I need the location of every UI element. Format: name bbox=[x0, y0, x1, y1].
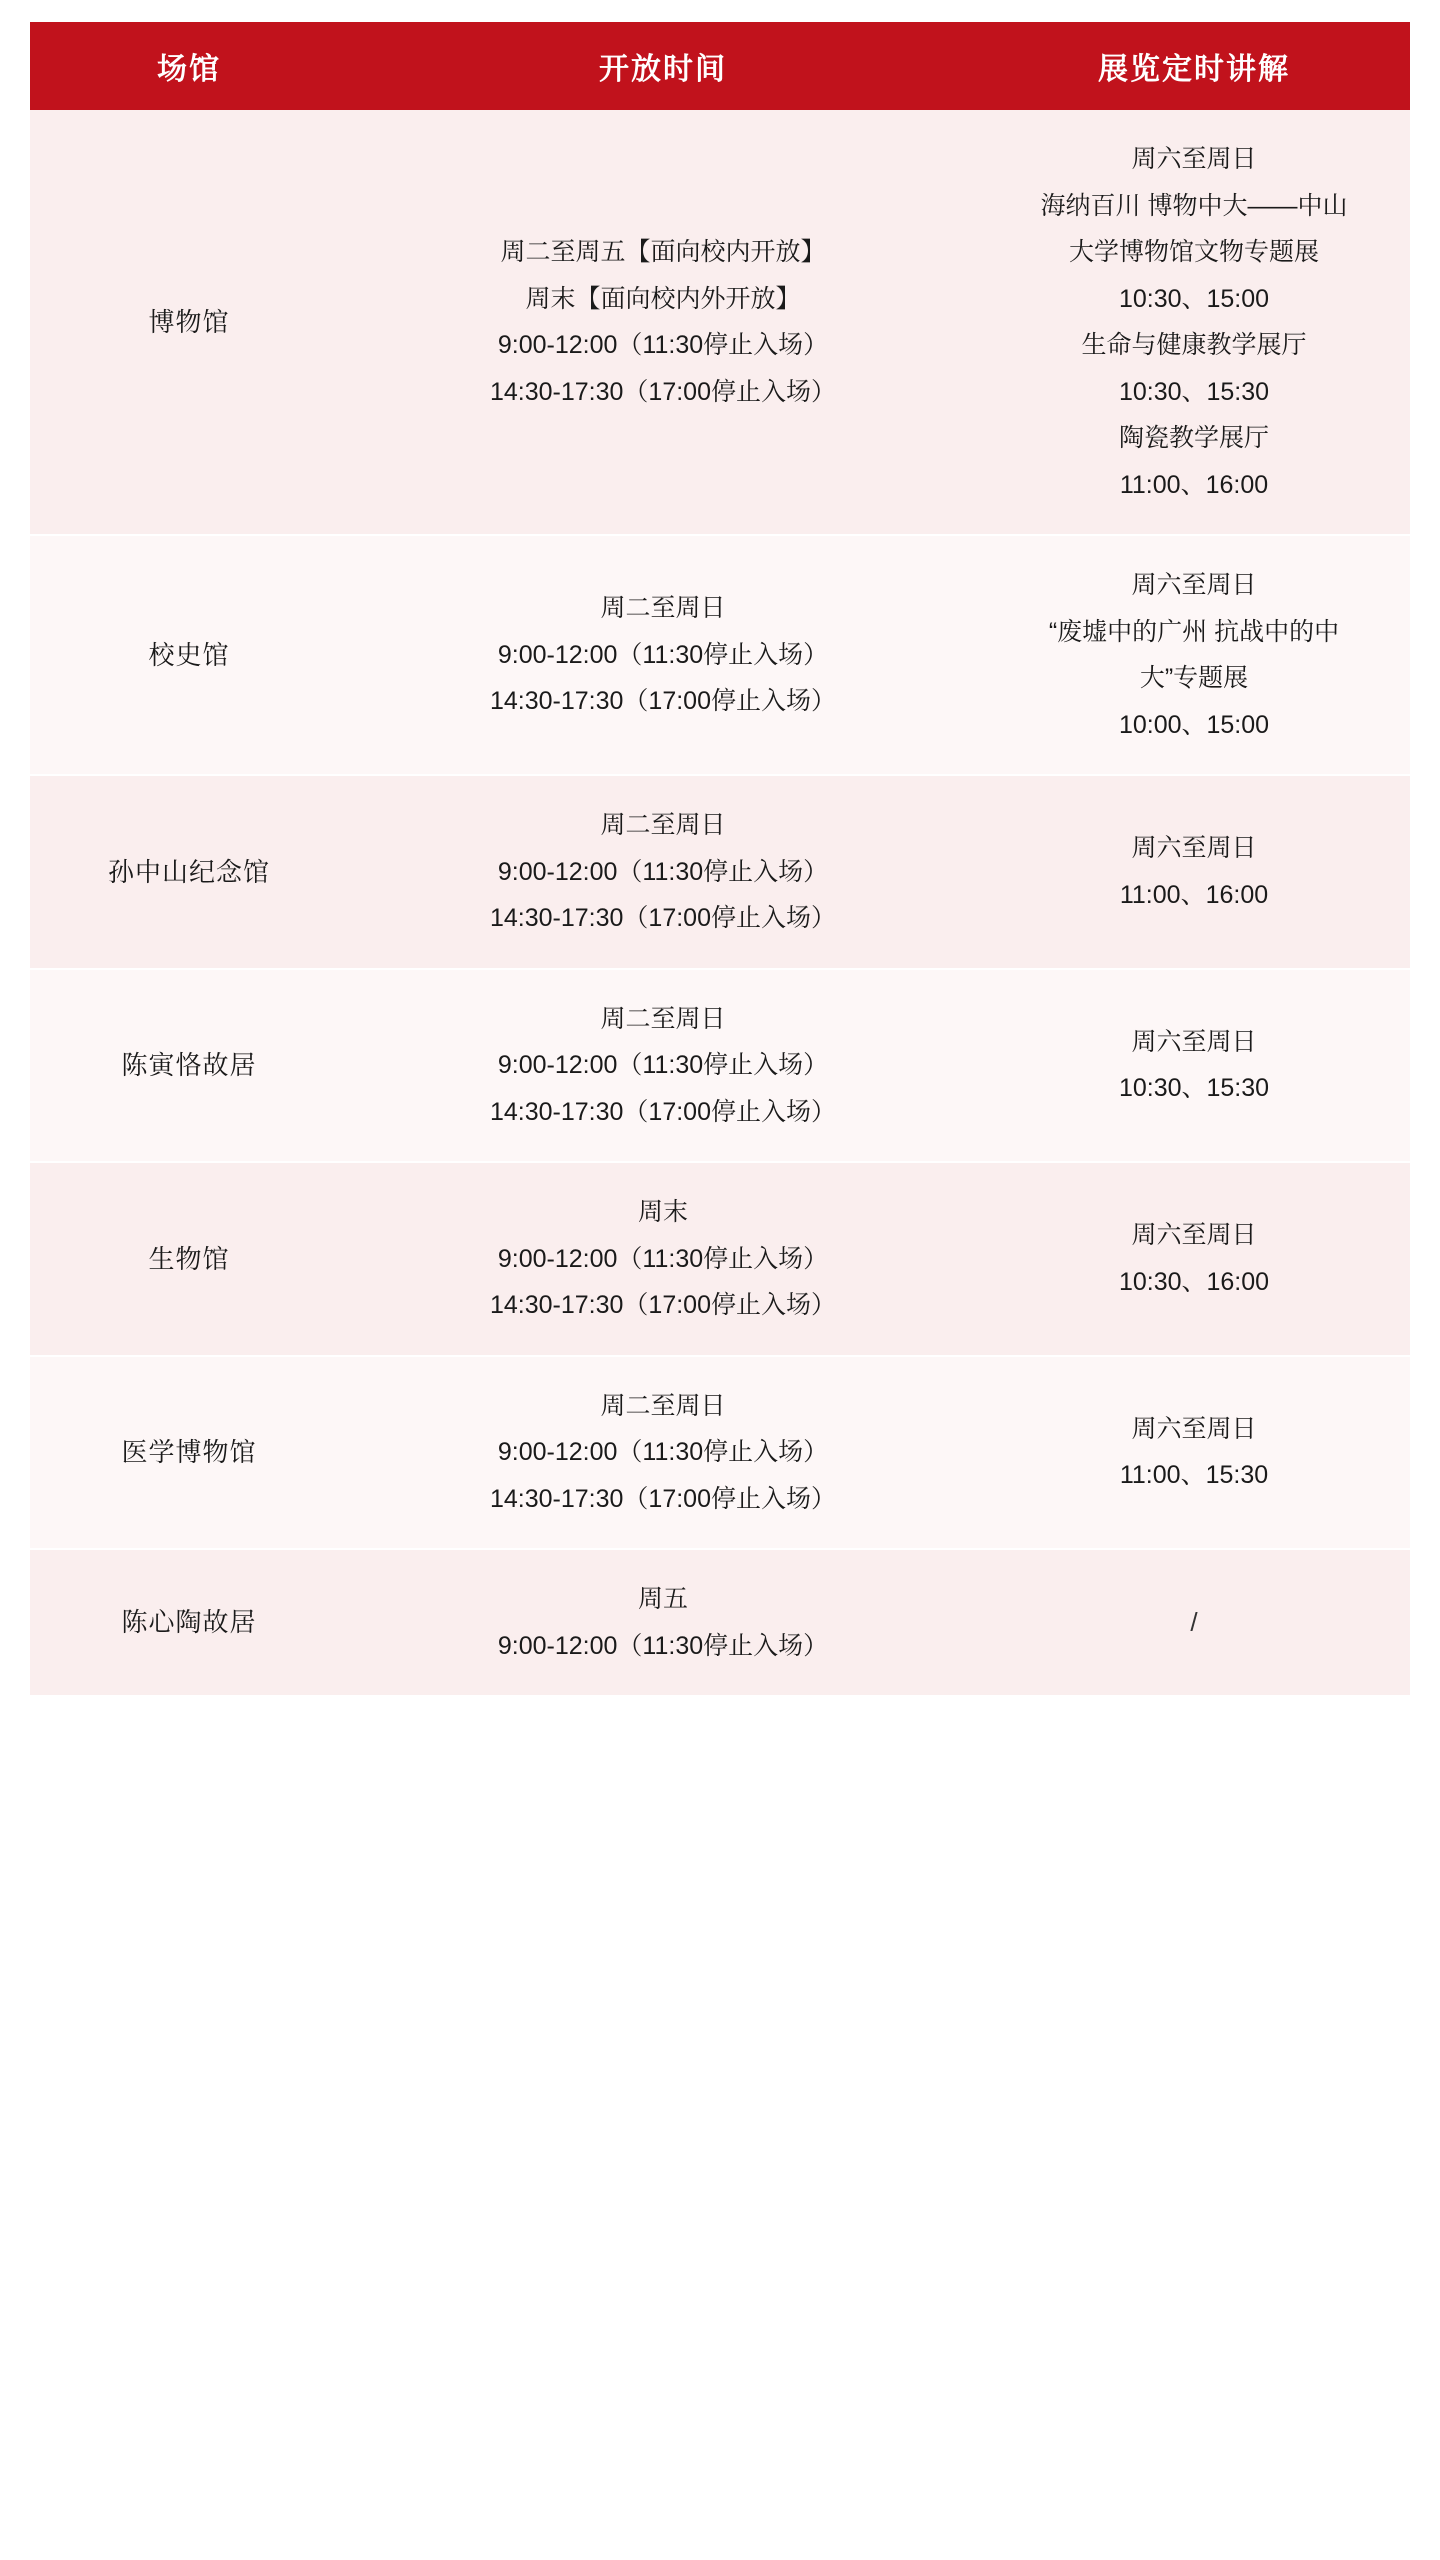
talks-line: 周六至周日 bbox=[1131, 834, 1257, 863]
table-row bbox=[30, 535, 1410, 775]
talks-line: 10:30、15:30 bbox=[1118, 1074, 1270, 1103]
cell-talks bbox=[978, 535, 1410, 775]
hours-line: 9:00-12:00（11:30停止入场） bbox=[497, 1631, 829, 1660]
table-row bbox=[30, 1162, 1410, 1356]
opening-hours-table bbox=[30, 22, 1410, 1697]
talks-line: 周六至周日 bbox=[1131, 145, 1257, 173]
talks-line: 11:00、16:00 bbox=[1119, 470, 1269, 499]
table-header bbox=[30, 22, 1410, 110]
cell-talks bbox=[978, 110, 1410, 535]
cell-hours bbox=[348, 1356, 978, 1550]
talks-line: 11:00、15:30 bbox=[1119, 1461, 1269, 1490]
talks-line: 大学博物馆文物专题展 bbox=[1068, 238, 1319, 266]
cell-venue: 生物馆 bbox=[30, 1162, 348, 1356]
hours-line: 周末【面向校内外开放】 bbox=[525, 284, 801, 313]
hours-line: 周二至周日 bbox=[600, 1004, 726, 1033]
column-header-venue: 场馆 bbox=[30, 22, 348, 110]
hours-line: 14:30-17:30（17:00停止入场） bbox=[489, 1484, 836, 1513]
cell-hours bbox=[348, 1549, 978, 1696]
hours-line: 14:30-17:30（17:00停止入场） bbox=[489, 1097, 836, 1126]
cell-hours bbox=[348, 110, 978, 535]
talks-line: 周六至周日 bbox=[1131, 571, 1257, 599]
talks-line: 大”专题展 bbox=[1139, 664, 1249, 692]
hours-line: 周二至周五【面向校内开放】 bbox=[500, 238, 826, 266]
cell-talks bbox=[978, 775, 1410, 969]
hours-line: 14:30-17:30（17:00停止入场） bbox=[489, 904, 836, 932]
talks-line: 周六至周日 bbox=[1131, 1414, 1257, 1443]
hours-line: 周二至周日 bbox=[600, 811, 726, 839]
cell-hours bbox=[348, 969, 978, 1163]
cell-hours bbox=[348, 1162, 978, 1356]
cell-talks bbox=[978, 969, 1410, 1163]
hours-line: 9:00-12:00（11:30停止入场） bbox=[497, 1438, 829, 1466]
hours-line: 9:00-12:00（11:30停止入场） bbox=[497, 1051, 829, 1079]
hours-line: 周末 bbox=[637, 1198, 688, 1226]
table-row bbox=[30, 775, 1410, 969]
table-row bbox=[30, 1356, 1410, 1550]
talks-line: 海纳百川 博物中大——中山 bbox=[1040, 191, 1348, 220]
hours-line: 14:30-17:30（17:00停止入场） bbox=[489, 377, 836, 406]
hours-line: 周二至周日 bbox=[600, 594, 726, 623]
talks-line: 周六至周日 bbox=[1131, 1027, 1257, 1056]
column-header-hours: 开放时间 bbox=[348, 22, 978, 110]
hours-line: 9:00-12:00（11:30停止入场） bbox=[497, 331, 829, 359]
table-row bbox=[30, 969, 1410, 1163]
table-row bbox=[30, 1549, 1410, 1696]
talks-line: 周六至周日 bbox=[1131, 1221, 1257, 1250]
talks-line: 10:30、15:00 bbox=[1118, 284, 1270, 313]
hours-line: 9:00-12:00（11:30停止入场） bbox=[497, 857, 829, 886]
talks-line: 11:00、16:00 bbox=[1119, 880, 1269, 909]
talks-line: 10:30、15:30 bbox=[1118, 377, 1270, 406]
cell-talks bbox=[978, 1549, 1410, 1696]
column-header-talks: 展览定时讲解 bbox=[978, 22, 1410, 110]
talks-line: 10:30、16:00 bbox=[1118, 1267, 1270, 1296]
cell-venue: 医学博物馆 bbox=[30, 1356, 348, 1550]
cell-venue: 校史馆 bbox=[30, 535, 348, 775]
cell-hours bbox=[348, 775, 978, 969]
table-body bbox=[30, 110, 1410, 1696]
hours-line: 周二至周日 bbox=[600, 1391, 726, 1420]
hours-line: 9:00-12:00（11:30停止入场） bbox=[497, 1244, 829, 1273]
hours-line: 14:30-17:30（17:00停止入场） bbox=[489, 687, 836, 716]
hours-line: 14:30-17:30（17:00停止入场） bbox=[489, 1291, 836, 1319]
cell-hours bbox=[348, 535, 978, 775]
hours-line: 9:00-12:00（11:30停止入场） bbox=[497, 640, 829, 669]
cell-venue: 博物馆 bbox=[30, 110, 348, 535]
talks-line: 10:00、15:00 bbox=[1118, 710, 1270, 739]
hours-line: 周五 bbox=[637, 1585, 688, 1613]
talks-line: “废墟中的广州 抗战中的中 bbox=[1048, 617, 1340, 646]
cell-venue: 陈心陶故居 bbox=[30, 1549, 348, 1696]
table-row bbox=[30, 110, 1410, 535]
cell-venue: 陈寅恪故居 bbox=[30, 969, 348, 1163]
cell-venue: 孙中山纪念馆 bbox=[30, 775, 348, 969]
table-header-row bbox=[30, 22, 1410, 110]
talks-line: 生命与健康教学展厅 bbox=[1081, 331, 1307, 359]
talks-line: 陶瓷教学展厅 bbox=[1118, 424, 1269, 452]
talks-line: / bbox=[1190, 1607, 1198, 1638]
cell-talks bbox=[978, 1356, 1410, 1550]
cell-talks bbox=[978, 1162, 1410, 1356]
